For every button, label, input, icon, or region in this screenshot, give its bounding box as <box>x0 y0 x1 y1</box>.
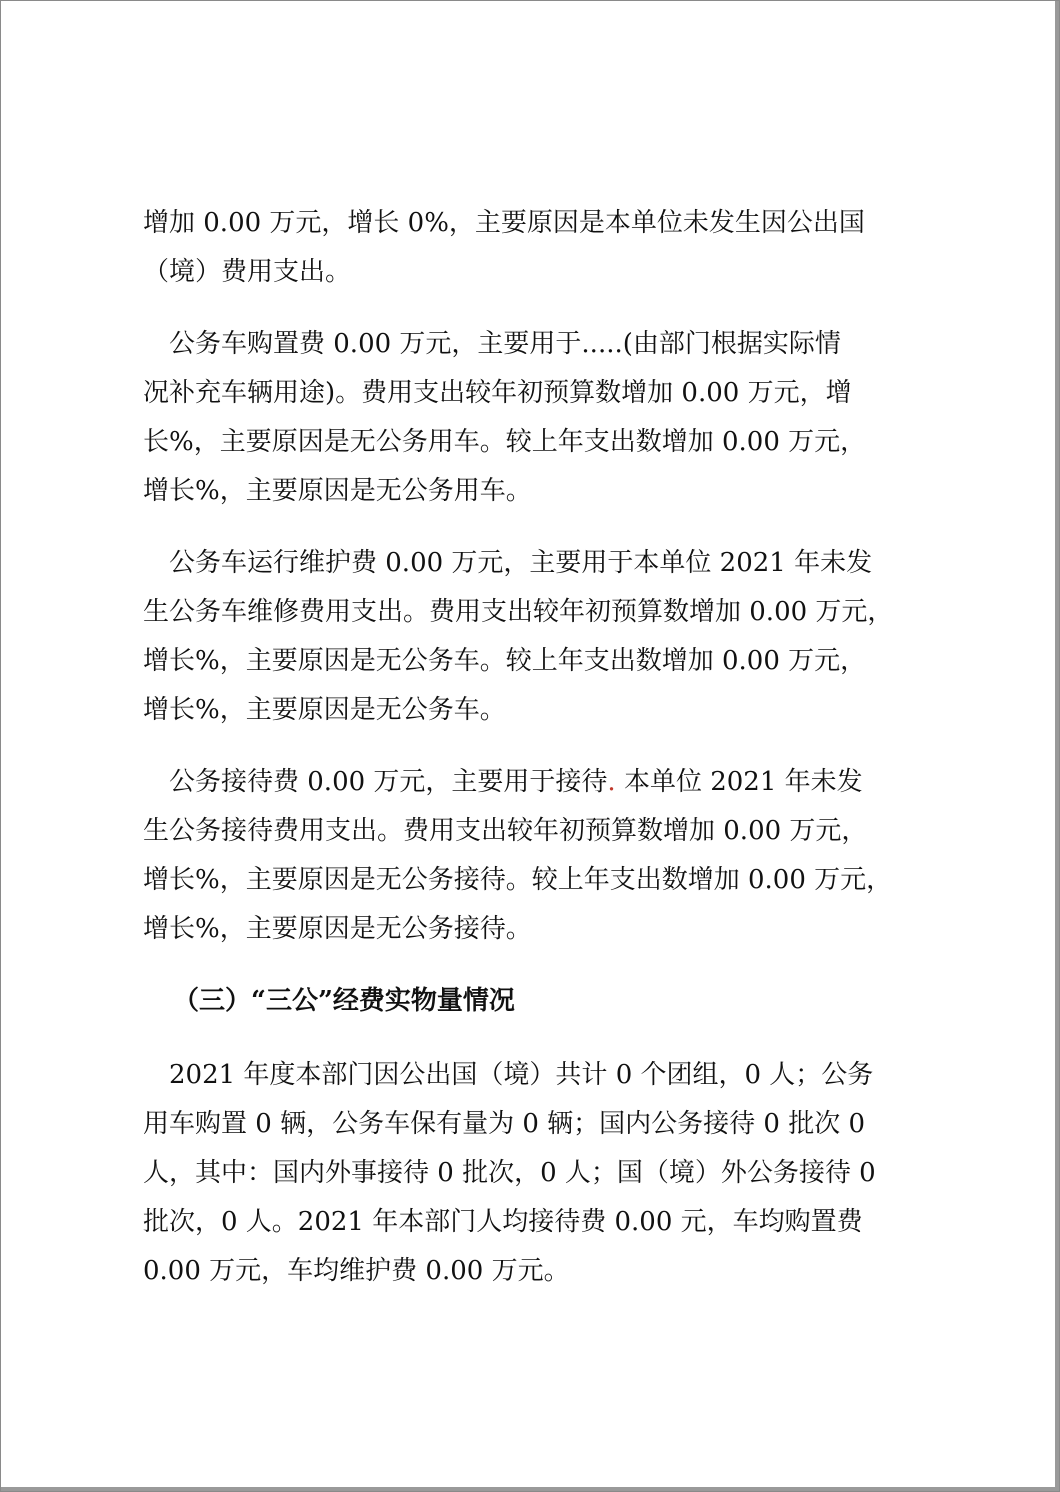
text-segment: 公务接待费 0.00 万元，主要用于接待 <box>169 767 608 797</box>
red-period-mark: . <box>607 767 616 797</box>
text-line: 公务车购置费 0.00 万元，主要用于.....(由部门根据实际情 <box>169 329 841 359</box>
text-line: 增长%，主要原因是无公务车。较上年支出数增加 0.00 万元， <box>143 646 867 676</box>
text-line <box>143 758 943 807</box>
text-line: 增长%，主要原因是无公务车。 <box>143 695 506 725</box>
text-line: 况补充车辆用途)。费用支出较年初预算数增加 0.00 万元，增 <box>143 378 852 408</box>
section-heading: （三）“三公”经费实物量情况 <box>173 986 515 1016</box>
text-line: 长%，主要原因是无公务用车。较上年支出数增加 0.00 万元， <box>143 427 867 457</box>
text-line: 0.00 万元，车均维护费 0.00 万元。 <box>143 1256 570 1286</box>
text-line: 公务车运行维护费 0.00 万元，主要用于本单位 2021 年未发 <box>169 548 873 578</box>
text-line: 增长%，主要原因是无公务接待。较上年支出数增加 0.00 万元， <box>143 865 893 895</box>
text-line: 批次，0 人。2021 年本部门人均接待费 0.00 元，车均购置费 <box>143 1207 863 1237</box>
paragraph-outbound-travel-cont <box>143 199 943 297</box>
text-line: （境）费用支出。 <box>143 257 352 287</box>
paragraph-physical-quantity <box>143 1051 943 1296</box>
text-line: 生公务接待费用支出。费用支出较年初预算数增加 0.00 万元， <box>143 816 868 846</box>
paragraph-reception <box>143 758 943 954</box>
text-line: 人，其中：国内外事接待 0 批次，0 人；国（境）外公务接待 0 <box>143 1158 876 1188</box>
text-line: 生公务车维修费用支出。费用支出较年初预算数增加 0.00 万元， <box>143 597 894 627</box>
text-line: 增长%，主要原因是无公务用车。 <box>143 476 532 506</box>
paragraph-vehicle-maintenance <box>143 539 943 735</box>
document-body <box>143 199 943 1319</box>
text-line: 用车购置 0 辆，公务车保有量为 0 辆；国内公务接待 0 批次 0 <box>143 1109 866 1139</box>
text-line: 增加 0.00 万元，增长 0%，主要原因是本单位未发生因公出国 <box>143 208 865 238</box>
paragraph-vehicle-purchase <box>143 320 943 516</box>
text-line: 2021 年度本部门因公出国（境）共计 0 个团组，0 人；公务 <box>169 1060 874 1090</box>
text-segment: 本单位 2021 年未发 <box>615 767 863 797</box>
text-line: 增长%，主要原因是无公务接待。 <box>143 914 532 944</box>
